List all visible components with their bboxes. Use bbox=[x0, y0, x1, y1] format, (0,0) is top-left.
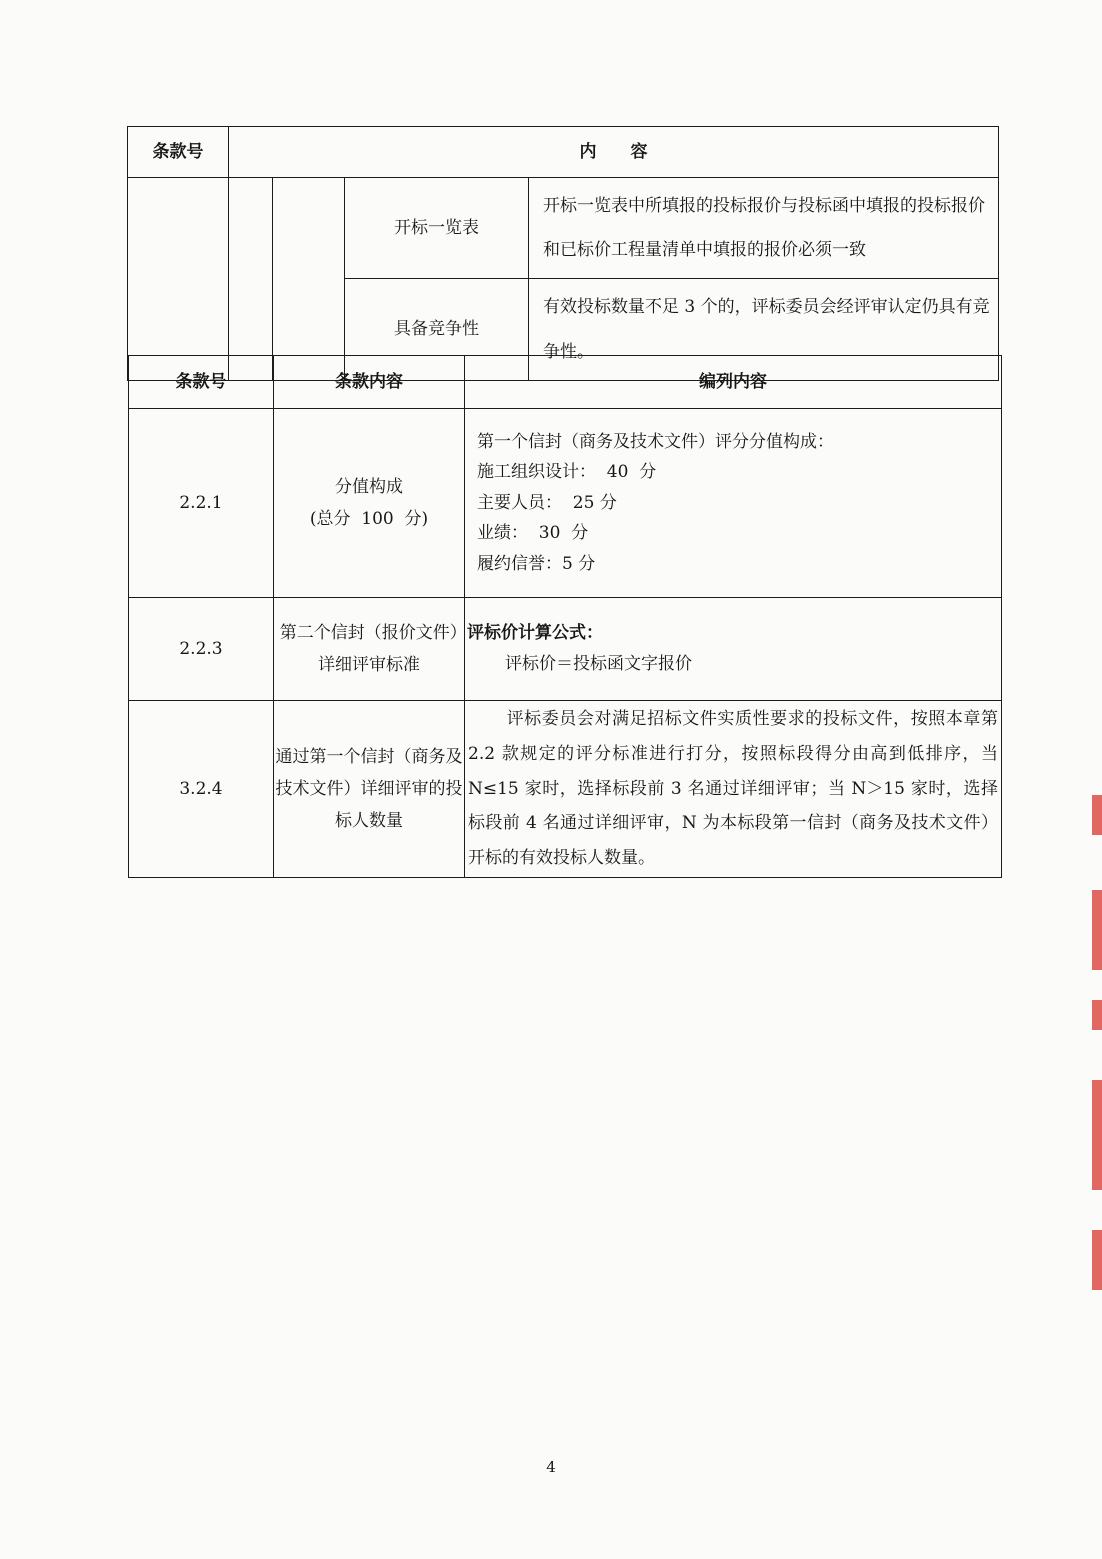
table-top bbox=[127, 126, 999, 381]
header-clause-no: 条款号 bbox=[129, 356, 274, 409]
clause-title-line: (总分 100 分) bbox=[309, 509, 429, 529]
header-clause-no: 条款号 bbox=[128, 127, 229, 178]
row-text: 有效投标数量不足 3 个的，评标委员会经评审认定仍具有竞争性。 bbox=[529, 279, 999, 380]
seal-stamp-edge bbox=[1092, 1080, 1102, 1190]
content-line: 施工组织设计： 40 分 bbox=[477, 462, 657, 483]
content-line: 履约信誉：5 分 bbox=[477, 553, 596, 574]
row-label: 开标一览表 bbox=[345, 178, 529, 279]
blank-cell bbox=[273, 178, 345, 381]
header-compiled-content: 编列内容 bbox=[465, 356, 1002, 409]
formula-title: 评标价计算公式： bbox=[467, 622, 603, 643]
page-number: 4 bbox=[546, 1458, 556, 1476]
header-content: 内 容 bbox=[229, 127, 999, 178]
clause-number: 3.2.4 bbox=[129, 701, 274, 878]
clause-title: 第二个信封（报价文件）详细评审标准 bbox=[274, 598, 465, 701]
content-line: 第一个信封（商务及技术文件）评分分值构成： bbox=[477, 431, 834, 452]
clause-content bbox=[465, 701, 1002, 878]
formula: 评标价＝投标函文字报价 bbox=[505, 654, 692, 674]
row-label: 具备竞争性 bbox=[345, 279, 529, 380]
clause-content bbox=[465, 409, 1002, 598]
clause-number: 2.2.3 bbox=[129, 598, 274, 701]
clause-title: 通过第一个信封（商务及技术文件）详细评审的投标人数量 bbox=[274, 701, 465, 878]
header-clause-content: 条款内容 bbox=[274, 356, 465, 409]
seal-stamp-edge bbox=[1092, 1230, 1102, 1290]
clause-title bbox=[274, 409, 465, 598]
clause-title-line: 分值构成 bbox=[335, 476, 403, 497]
seal-stamp-edge bbox=[1092, 890, 1102, 970]
seal-stamp-edge bbox=[1092, 1000, 1102, 1030]
blank-cell bbox=[229, 178, 273, 381]
content-line: 主要人员： 25 分 bbox=[477, 492, 617, 513]
clause-content bbox=[465, 598, 1002, 701]
blank-cell bbox=[128, 178, 229, 381]
table-main bbox=[128, 355, 1002, 878]
seal-stamp-edge bbox=[1092, 795, 1102, 835]
row-text: 开标一览表中所填报的投标报价与投标函中填报的投标报价和已标价工程量清单中填报的报价必须一致 bbox=[529, 178, 999, 279]
content-line: 业绩： 30 分 bbox=[477, 523, 589, 544]
clause-number: 2.2.1 bbox=[129, 409, 274, 598]
clause-text: 评标委员会对满足招标文件实质性要求的投标文件，按照本章第 2.2 款规定的评分标准进行打分，按照标段得分由高到低排序，当 N≤15 家时，选择标段前 3 名通过详细评审；当 N＞15 家时，选择标段前 4 名通过详细评审，N 为本标段第一信封（商务及技术文件）开标的有效投标人数量。 bbox=[468, 708, 998, 869]
